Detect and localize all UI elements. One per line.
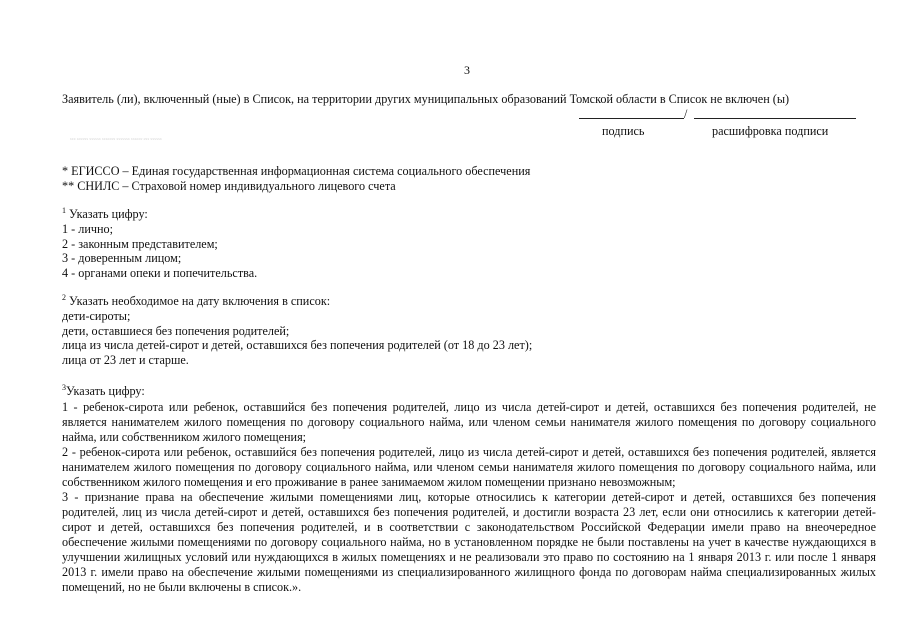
note-3-item-1: 1 - ребенок-сирота или ребенок, оставшийся без попечения родителей, лицо из числа детей-сирот и детей, оставшихся без попечения родителей, не является нанимателем жилого помещения по договору социального найма, или членом семьи нанимателя жилого помещения по договору социального найма, или собственником жилого помещения;: [62, 400, 876, 444]
note-1-item: 2 - законным представителем;: [62, 236, 218, 251]
note-2-marker: 2: [62, 293, 66, 302]
signature-separator: /: [684, 107, 688, 121]
note-1-marker: 1: [62, 206, 66, 215]
signature-caption: подпись: [602, 124, 645, 138]
note-1: [62, 207, 257, 281]
signature-line: [579, 118, 684, 119]
declarant-statement: Заявитель (ли), включенный (ные) в Список, на территории других муниципальных образований Томской области в Список не включен (ы): [62, 92, 790, 106]
note-2-item: дети, оставшиеся без попечения родителей;: [62, 323, 290, 338]
note-1-heading-text: Указать цифру:: [69, 207, 148, 221]
note-3-item-2: 2 - ребенок-сирота или ребенок, оставшийся без попечения родителей, лицо из числа детей-сирот и детей, оставшихся без попечения родителей, является нанимателем жилого помещения по договору социального найма, или членом семьи нанимателя жилого помещения по договору социального найма, или собственником жилого помещения и его проживание в ранее занимаемом жилом помещении признано невозможным;: [62, 445, 876, 489]
note-1-heading: [62, 207, 257, 222]
footnote-egisso: * ЕГИССО – Единая государственная информационная система социального обеспечения: [62, 164, 531, 178]
note-2-item: лица от 23 лет и старше.: [62, 353, 189, 368]
note-2-heading: [62, 294, 532, 309]
page-number: 3: [464, 63, 470, 77]
note-2-item: дети-сироты;: [62, 308, 131, 323]
note-2-item: лица из числа детей-сирот и детей, оставшихся без попечения родителей (от 18 до 23 лет);: [62, 338, 533, 353]
note-2-heading-text: Указать необходимое на дату включения в список:: [69, 294, 331, 308]
note-2: [62, 294, 532, 368]
tiny-note: ~~~ ~~~~~~ ~~~~~~ ~~~~~~~ ~~~~~~~ ~~~~~~ ~~~ ~~~~~~: [70, 137, 162, 141]
footnote-snils: ** СНИЛС – Страховой номер индивидуального лицевого счета: [62, 179, 396, 193]
signature-transcript-caption: расшифровка подписи: [712, 124, 829, 138]
note-3: [62, 384, 145, 399]
signature-transcript-line: [694, 118, 856, 119]
note-1-item: 1 - лично;: [62, 221, 113, 236]
note-3-heading-text: Указать цифру:: [66, 384, 145, 398]
note-3-heading: [62, 384, 145, 399]
note-1-item: 3 - доверенным лицом;: [62, 251, 182, 266]
note-1-item: 4 - органами опеки и попечительства.: [62, 266, 258, 281]
note-3-item-3: 3 - признание права на обеспечение жилыми помещениями лиц, которые относились к категории детей-сирот и детей, оставшихся без попечения родителей, лиц из числа детей-сирот и детей, оставшихся без попечения родителей, и достигли возраста 23 лет, если они относились к категории детей-сирот и детей, оставшихся без попечения родителей, и в соответствии с законодательством Российской Федерации имели право на внеочередное обеспечение жилыми помещениями по договору социального найма, но в установленном порядке не были поставлены на учет в качестве нуждающихся в улучшении жилищных условий или нуждающихся в жилых помещениях и не реализовали это право по состоянию на 1 января 2013 г. или после 1 января 2013 г. имели право на обеспечение жилыми помещениями из специализированного жилищного фонда по договорам найма специализированных жилых помещений, но не были включены в список.».: [62, 490, 876, 594]
note-3-marker: 3: [62, 383, 66, 392]
